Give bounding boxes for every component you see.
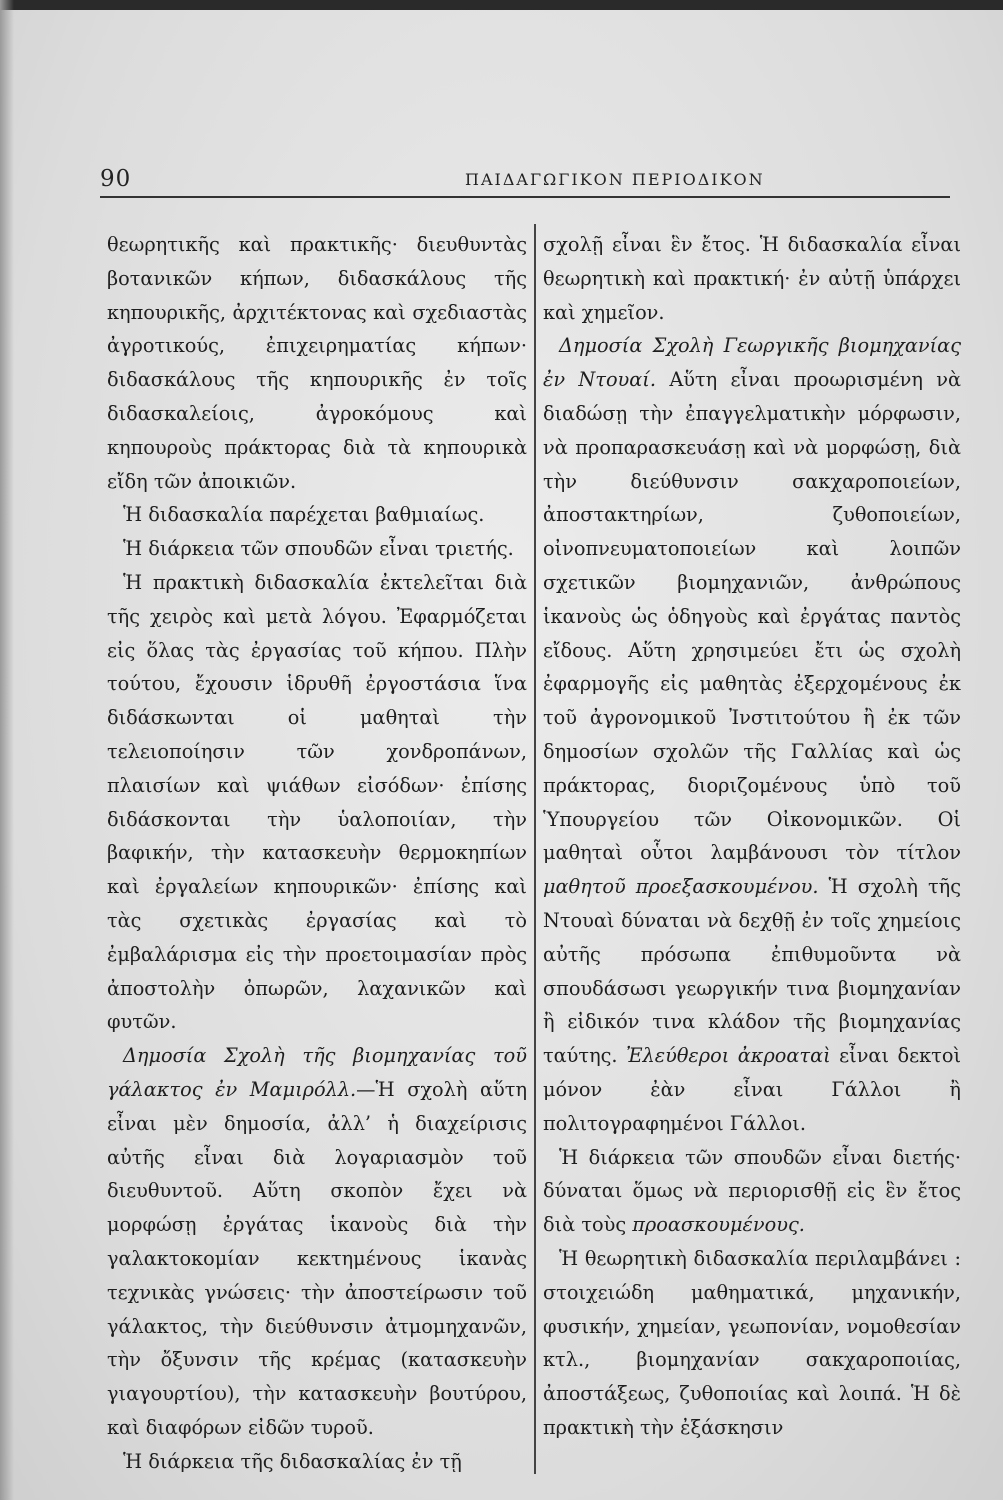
paragraph-text: Ἡ διάρκεια τῶν σπουδῶν εἶναι διετής· δύναται ὅμως νὰ περιορισθῇ εἰς ἓν ἔτος διὰ τοὺς xyxy=(543,1145,961,1237)
emphasis-text: προασκουμένους. xyxy=(632,1213,805,1237)
section-title: Δημοσία Σχολὴ τῆς βιομηχανίας τοῦ γάλακτος ἐν Μαμιρόλλ. xyxy=(107,1044,527,1101)
right-column xyxy=(543,228,961,1445)
emphasis-text: Ἐλεύθεροι ἀκροαταὶ xyxy=(626,1044,831,1068)
column-divider xyxy=(534,224,536,1474)
header-rule xyxy=(100,196,950,198)
section-text: εἶναι δεκτοὶ μόνον ἐὰν εἶναι Γάλλοι ἢ πολιτογραφημένοι Γάλλοι. xyxy=(543,1044,962,1135)
section-text: Αὕτη εἶναι προωρισμένη νὰ διαδώσῃ τὴν ἐπαγγελματικὴν μόρφωσιν, νὰ προπαρασκευάσῃ καὶ νὰ μορφώσῃ, διὰ τὴν διεύθυνσιν σακχαροποιείων, ἀποστακτηρίων, ζυθοποιείων, οἰνοπνευματοποιείων καὶ λοιπῶν σχετικῶν βιομηχανιῶν, ἀνθρώπους ἱκανοὺς ὡς ὁδηγοὺς καὶ ἐργάτας παντὸς εἴδους. Αὕτη χρησιμεύει ἔτι ὡς σχολὴ ἐφαρμογῆς εἰς μαθητὰς ἐξερχομένους ἐκ τοῦ ἀγρονομικοῦ Ἰνστιτούτου ἢ ἐκ τῶν δημοσίων σχολῶν τῆς Γαλλίας καὶ ὡς πράκτορας, διοριζομένους ὑπὸ τοῦ Ὑπουργείου τῶν Οἰκονομικῶν. Οἱ μαθηταὶ οὗτοι λαμβάνουσι τὸν τίτλον xyxy=(543,368,961,865)
section-paragraph xyxy=(543,329,961,1140)
paragraph: Ἡ διάρκεια τῆς διδασκαλίας ἐν τῇ xyxy=(123,1449,462,1473)
binding-shadow xyxy=(0,0,14,1500)
paragraph: Ἡ διάρκεια τῶν σπουδῶν εἶναι τριετής. xyxy=(123,537,514,561)
emphasis-text: μαθητοῦ προεξασκουμένου. xyxy=(543,875,819,899)
scan-top-edge xyxy=(0,0,1003,10)
section-paragraph xyxy=(107,1039,527,1445)
left-column xyxy=(107,228,527,1478)
paragraph xyxy=(543,1141,961,1242)
paragraph: Ἡ πρακτικὴ διδασκαλία ἐκτελεῖται διὰ τῆς χειρὸς καὶ μετὰ λόγου. Ἐφαρμόζεται εἰς ὅλας τὰς ἐργασίας τοῦ κήπου. Πλὴν τούτου, ἔχουσιν ἱδρυθῆ ἐργοστάσια ἵνα διδάσκωνται οἱ μαθηταὶ τὴν τελειοποίησιν τῶν χονδροπάνων, πλαισίων καὶ ψιάθων εἰσόδων· ἐπίσης διδάσκονται τὴν ὑαλοποιίαν, τὴν βαφικήν, τὴν κατασκευὴν θερμοκηπίων καὶ ἐργαλείων κηπουρικῶν· ἐπίσης καὶ τὰς σχετικὰς ἐργασίας καὶ τὸ ἐμβαλάρισμα εἰς τὴν προετοιμασίαν πρὸς ἀποστολὴν ὀπωρῶν, λαχανικῶν καὶ φυτῶν. xyxy=(107,570,527,1034)
journal-title: ΠΑΙΔΑΓΩΓΙΚΟΝ ΠΕΡΙΟΔΙΚΟΝ xyxy=(465,170,765,189)
paragraph: Ἡ θεωρητικὴ διδασκαλία περιλαμβάνει : στοιχειώδη μαθηματικά, μηχανικήν, φυσικήν, χημείαν, γεωπονίαν, νομοθεσίαν κτλ., βιομηχανίαν σακχαροποιίας, ἀποστάξεως, ζυθοποιίας καὶ λοιπά. Ἡ δὲ πρακτικὴ τὴν ἐξάσκησιν xyxy=(543,1246,961,1439)
section-title: Δημοσία Σχολὴ Γεωργικῆς βιομηχανίας ἐν Ντουαί. xyxy=(543,334,961,392)
paragraph: Ἡ διδασκαλία παρέχεται βαθμιαίως. xyxy=(123,503,485,527)
paragraph: σχολῇ εἶναι ἓν ἔτος. Ἡ διδασκαλία εἶναι θεωρητικὴ καὶ πρακτική· ἐν αὐτῇ ὑπάρχει καὶ χημεῖον. xyxy=(543,233,961,324)
section-text: —Ἡ σχολὴ αὕτη εἶναι μὲν δημοσία, ἀλλ’ ἡ διαχείρισις αὐτῆς εἶναι διὰ λογαριασμὸν τοῦ διευθυντοῦ. Αὕτη σκοπὸν ἔχει νὰ μορφώσῃ ἐργάτας ἱκανοὺς διὰ τὴν γαλακτοκομίαν κεκτημένους ἱκανὰς τεχνικὰς γνώσεις· τὴν ἀποστείρωσιν τοῦ γάλακτος, τὴν διεύθυνσιν ἀτμομηχανῶν, τὴν ὄξυνσιν τῆς κρέμας (κατασκευὴν γιαγουρτίου), τὴν κατασκευὴν βουτύρου, καὶ διαφόρων εἰδῶν τυροῦ. xyxy=(107,1077,527,1439)
section-text: Ἡ σχολὴ τῆς Ντουαὶ δύναται νὰ δεχθῇ ἐν τοῖς χημείοις αὐτῆς πρόσωπα ἐπιθυμοῦντα νὰ σπουδάσωσι γεωργικήν τινα βιομηχανίαν ἢ εἰδικόν τινα κλάδον τῆς βιομηχανίας ταύτης. xyxy=(543,875,961,1068)
running-header xyxy=(100,166,950,196)
page-number: 90 xyxy=(100,166,132,192)
paragraph: θεωρητικῆς καὶ πρακτικῆς· διευθυντὰς βοτανικῶν κήπων, διδασκάλους τῆς κηπουρικῆς, ἀρχιτέκτονας καὶ σχεδιαστὰς ἀγροτικούς, ἐπιχειρηματίας κήπων· διδασκάλους τῆς κηπουρικῆς ἐν τοῖς διδασκαλείοις, ἀγροκόμους καὶ κηπουροὺς πράκτορας διὰ τὰ κηπουρικὰ εἴδη τῶν ἀποικιῶν. xyxy=(107,233,527,493)
